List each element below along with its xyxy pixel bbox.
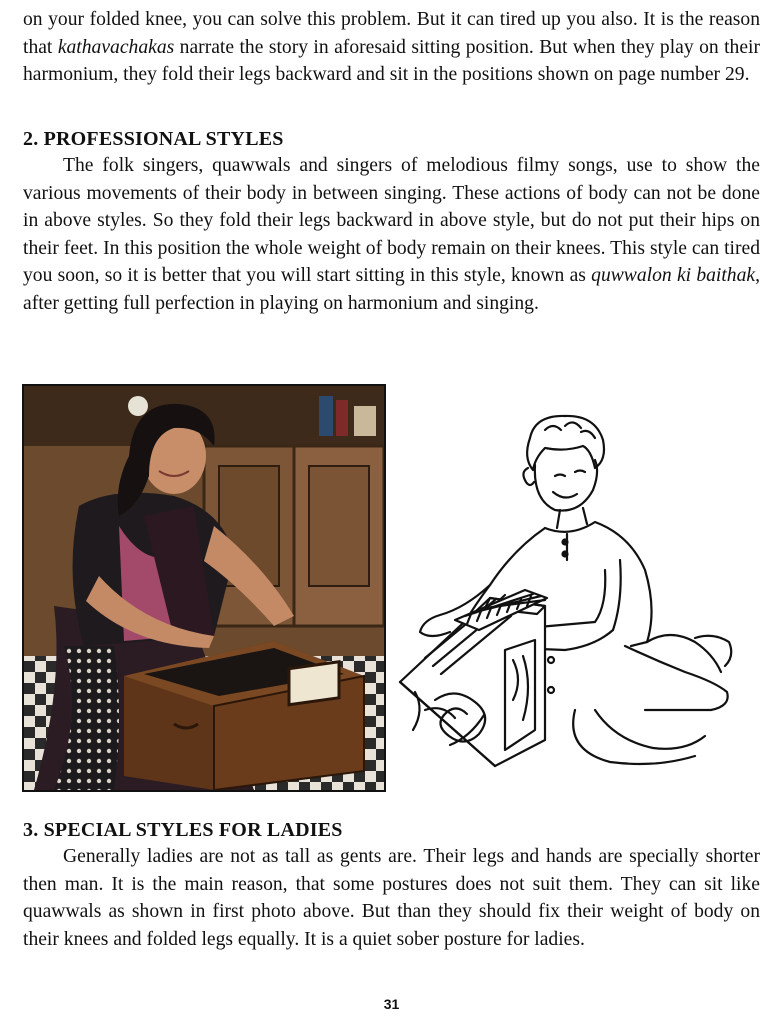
italic-term: kathavachakas: [57, 36, 175, 58]
paragraph-continuation: [23, 6, 760, 89]
paragraph-text: narrate the story in aforesaid sitting position. But when they play on their harmonium, they fold their legs backward and sit in the positions shown on page number 29.: [23, 36, 761, 85]
section-heading-special-styles-ladies: 3. SPECIAL STYLES FOR LADIES: [23, 819, 343, 841]
page-number: 31: [383, 996, 400, 1012]
section-heading-professional-styles: 2. PROFESSIONAL STYLES: [23, 128, 284, 150]
paragraph-professional-styles: [23, 152, 760, 317]
paragraph-text: , after getting full perfection in playing on harmonium and singing.: [23, 265, 760, 314]
paragraph-text: The folk singers, quawwals and singers of melodious filmy songs, use to show the various movements of their body in between singing. These actions of body can not be done in above styles. So they fold their legs backward in above style, but do not put their hips on their feet. In this position the whole weight of body remain on their knees. This style can tired you soon, so it is better that you will start sitting in this style, known as: [23, 155, 760, 286]
italic-term: quwwalon ki baithak: [591, 265, 756, 286]
drawing-boy-playing-harmonium: [395, 410, 740, 770]
photo-woman-playing-harmonium: [22, 384, 386, 792]
paragraph-text: on your folded knee, you can solve this problem. But it can tired up you also. It is the reason that: [23, 9, 760, 58]
paragraph-special-styles-ladies: Generally ladies are not as tall as gents are. Their legs and hands are specially shorter then man. It is the main reason, that some postures does not suit them. They can sit like quawwals as shown in first photo above. But than they should fix their weight of body on their knees and folded legs equally. It is a quiet sober posture for ladies.: [23, 846, 760, 950]
photo-illustration: [24, 386, 384, 790]
